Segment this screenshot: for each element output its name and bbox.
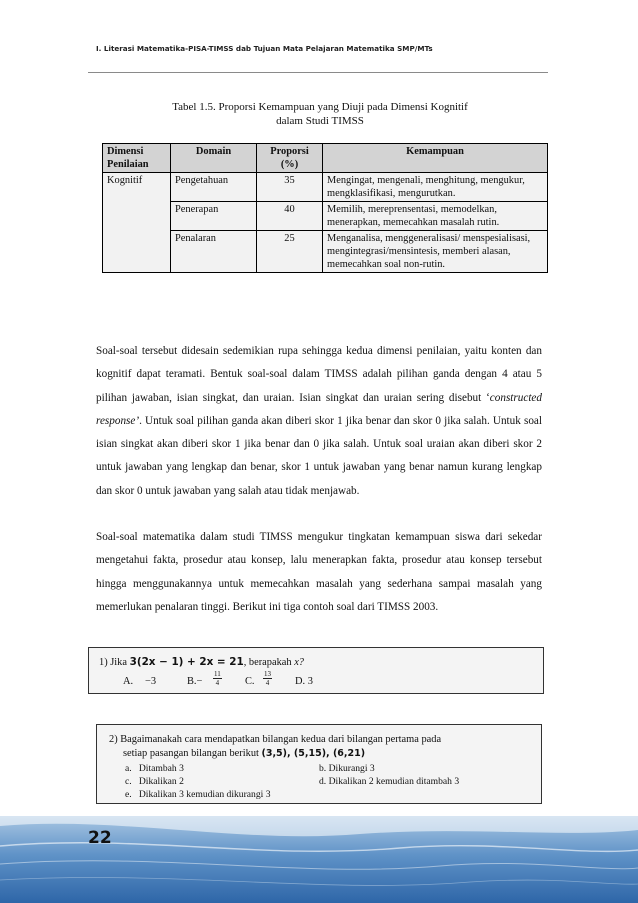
- question-2-line2: [109, 747, 529, 761]
- question-1-prefix: 1) Jika: [99, 657, 130, 668]
- option-c-fraction: [263, 670, 272, 687]
- question-2-stem: [109, 733, 529, 761]
- table-caption-line2: dalam Studi TIMSS: [276, 115, 364, 127]
- constructed-response-term: constructed response’: [96, 391, 542, 427]
- timss-cognitive-table: [102, 143, 548, 273]
- option-label: c.: [125, 776, 132, 787]
- option-d: [319, 776, 459, 789]
- kemampuan-cell: Mengingat, mengenali, menghitung, mengukur, mengklasifikasi, mengurutkan.: [323, 173, 548, 202]
- proporsi-cell: 25: [257, 231, 323, 273]
- option-label: e.: [125, 789, 132, 800]
- option-text: Dikalikan 2: [138, 776, 184, 787]
- option-label: b.: [319, 763, 327, 774]
- option-text: Dikalikan 2 kemudian ditambah 3: [328, 776, 460, 787]
- header-kemampuan: Kemampuan: [323, 144, 548, 173]
- option-text: Ditambah 3: [138, 763, 184, 774]
- option-c-label: C.: [245, 676, 255, 687]
- option-b-label: B.−: [187, 676, 203, 687]
- header-dimensi: Dimensi Penilaian: [103, 144, 171, 173]
- kemampuan-cell: Memilih, mereprensentasi, memodelkan, menerapkan, memecahkan masalah rutin.: [323, 202, 548, 231]
- option-b-fraction: [213, 670, 222, 687]
- question-1-box: [88, 647, 544, 694]
- paragraph-scoring-part2: . Untuk soal pilihan ganda akan diberi skor 1 jika benar dan skor 0 jika salah. Untuk soal isian singkat akan diberi skor 1 jika benar dan 0 jika salah. Untuk soal uraian akan diberi skor 2 untuk jawaban yang lengkap dan benar, skor 1 untuk jawaban yang benar namun kurang lengkap dan skor 0 untuk jawaban yang salah atau tidak menjawab.: [96, 414, 542, 497]
- domain-cell: Penalaran: [171, 231, 257, 273]
- option-a: [125, 763, 184, 776]
- header-rule: [88, 72, 548, 73]
- question-2-line1: 2) Bagaimanakah cara mendapatkan bilangan kedua dari bilangan pertama pada: [109, 734, 442, 745]
- dimension-cell: Kognitif: [103, 173, 171, 273]
- question-1-equation: 3(2x − 1) + 2x = 21: [129, 656, 244, 668]
- option-label: d.: [319, 776, 327, 787]
- question-1-suffix: , berapakah: [243, 657, 295, 668]
- domain-cell: Pengetahuan: [171, 173, 257, 202]
- option-c-numerator: 13: [264, 670, 271, 678]
- option-b-denominator: 4: [215, 679, 220, 687]
- proporsi-cell: 35: [257, 173, 323, 202]
- table-caption: [96, 100, 544, 128]
- proporsi-cell: 40: [257, 202, 323, 231]
- kemampuan-cell: Menganalisa, menggeneralisasi/ menspesialisasi, mengintegrasi/mensintesis, memberi alasan, memecahkan soal non-rutin.: [323, 231, 548, 273]
- question-2-box: [96, 724, 542, 804]
- paragraph-levels: Soal-soal matematika dalam studi TIMSS mengukur tingkatan kemampuan siswa dari sekedar mengetahui fakta, prosedur atau konsep, lalu menerapkan fakta, prosedur atau konsep tersebut hingga menggunakannya untuk memecahkan masalah yang sederhana sampai masalah yang memerlukan penalaran tinggi. Berikut ini tiga contoh soal dari TIMSS 2003.: [96, 531, 542, 613]
- option-a-label: A.: [123, 676, 134, 687]
- header-domain: Domain: [171, 144, 257, 173]
- domain-cell: Penerapan: [171, 202, 257, 231]
- question-1-options: [123, 670, 423, 692]
- question-2-line2-prefix: setiap pasangan bilangan berikut: [123, 748, 262, 759]
- paragraph-scoring-part1: Soal-soal tersebut didesain sedemikian rupa sehingga kedua dimensi penilaian, yaitu konten dan kognitif dapat teramati. Bentuk soal-soal dalam TIMSS adalah pilihan ganda dengan 4 atau 5 pilihan jawaban, isian singkat, dan uraian. Isian singkat dan uraian sering disebut ‘: [96, 345, 542, 404]
- option-e: [125, 789, 271, 802]
- option-label: a.: [125, 763, 132, 774]
- running-header: I. Literasi Matematika-PISA-TIMSS dab Tujuan Mata Pelajaran Matematika SMP/MTs: [96, 44, 433, 53]
- option-d: D. 3: [295, 676, 313, 687]
- question-1-stem: [99, 656, 304, 668]
- page-number: 22: [88, 828, 112, 848]
- paragraph-scoring: [96, 340, 542, 503]
- table-row: [103, 173, 548, 202]
- option-c-denominator: 4: [265, 679, 270, 687]
- option-text: Dikalikan 3 kemudian dikurangi 3: [138, 789, 271, 800]
- option-a-value: −3: [145, 676, 157, 687]
- option-c: [125, 776, 184, 789]
- table-header-row: [103, 144, 548, 173]
- option-text: Dikurangi 3: [328, 763, 375, 774]
- question-1-variable: x?: [294, 657, 304, 668]
- table-caption-line1: Tabel 1.5. Proporsi Kemampuan yang Diuji pada Dimensi Kognitif: [172, 101, 468, 113]
- option-b-numerator: 11: [214, 670, 221, 678]
- option-b: [319, 763, 375, 776]
- question-2-number-pairs: (3,5), (5,15), (6,21): [261, 748, 366, 759]
- header-proporsi: Proporsi (%): [257, 144, 323, 173]
